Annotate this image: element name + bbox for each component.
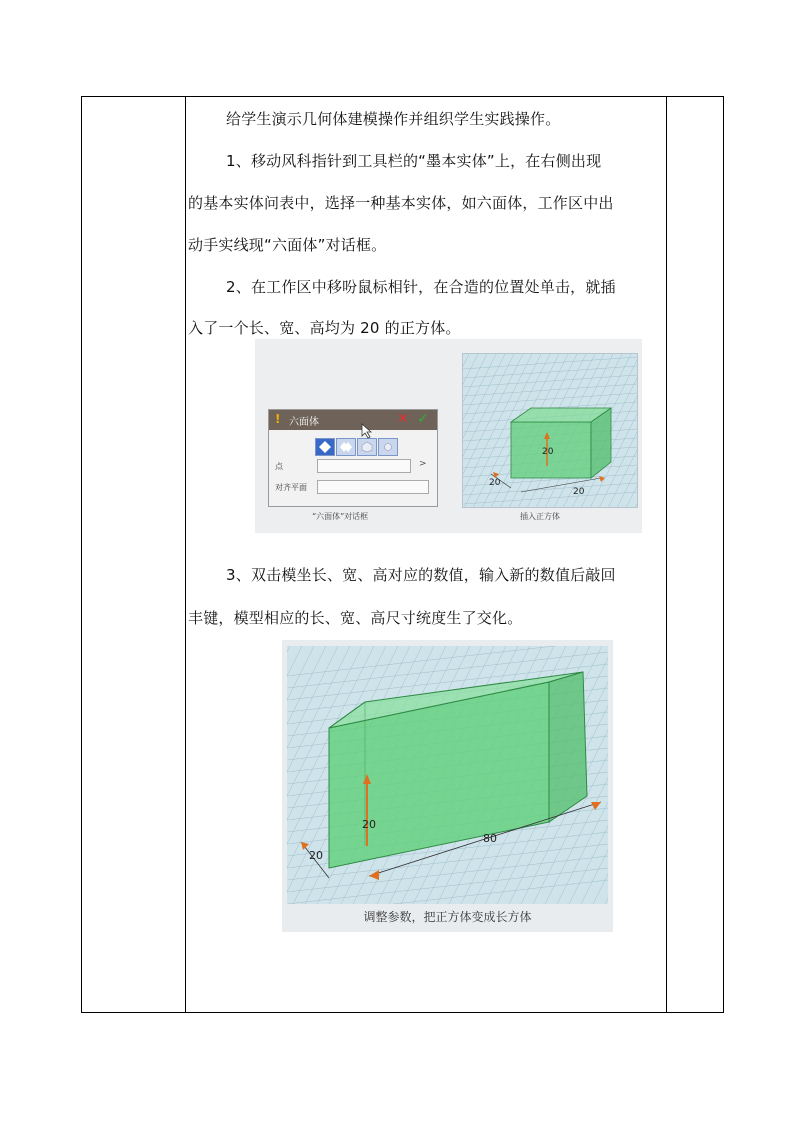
intro-paragraph: 给学生演示几何体建模操作并组织学生实践操作。 [226,110,561,128]
point-label: 点 [275,462,283,471]
step2-line1: 2、在工作区中移吩鼠标相针，在合造的位置处单击，就插 [226,278,616,296]
cube-viewport [462,353,638,508]
table-column-divider-1 [185,96,186,1013]
step3-line1: 3、双击模坐长、宽、高对应的数值，输入新的数值后敲回 [226,566,616,584]
dialog-caption: “六面体”对话框 [312,512,369,521]
insert-cube-caption: 插入正方体 [520,512,560,521]
cuboid-width-label: 20 [309,849,323,862]
dialog-title: 六面体 [289,417,319,428]
cuboid-viewport [287,646,608,904]
cube-width-label: 20 [489,478,501,488]
diamond-icon [319,441,331,453]
mode-button-2[interactable] [336,438,356,456]
dialog-title-bar [269,410,437,430]
step1-line1: 1、移动风科指针到工具栏的“墨本实体”上，在右侧出现 [226,152,602,170]
shape-icon [382,441,394,453]
confirm-check-icon[interactable]: ✓ [417,411,429,427]
step1-line2: 的基本实体问表中，选择一种基本实体，如六面体，工作区中出 [188,194,614,212]
cuboid-height-label: 20 [362,818,376,831]
hexahedron-dialog [268,409,438,507]
cube-icon [361,441,373,453]
step2-line2: 入了一个长、宽、高均为 20 的正方体。 [188,319,461,337]
figure-cuboid [282,640,613,932]
double-diamond-icon [340,441,352,453]
figure-hexahedron [255,339,642,533]
warning-icon: ! [275,412,281,426]
align-plane-input[interactable] [317,480,429,494]
cube-height-label: 20 [542,447,554,457]
step1-line3: 动手实线现“六面体”对话框。 [188,236,387,254]
table-bottom-border [81,1012,724,1013]
table-left-border [81,96,82,1013]
step3-line2: 丰键，模型相应的长、宽、高尺寸统度生了交化。 [188,609,523,627]
table-right-border [723,96,724,1013]
table-top-border [81,96,724,97]
align-plane-label: 对齐平面 [275,483,307,492]
point-expand-icon[interactable]: > [419,459,427,469]
mouse-cursor-icon [361,423,375,439]
mode-button-4[interactable] [378,438,398,456]
cuboid-caption: 调整参数，把正方体变成长方体 [363,910,532,924]
cuboid-length-label: 80 [483,832,497,845]
mode-button-1[interactable] [315,438,335,456]
cube-length-label: 20 [573,487,585,497]
point-input[interactable] [317,459,411,473]
mode-button-3[interactable] [357,438,377,456]
close-icon[interactable]: ✕ [397,411,409,427]
